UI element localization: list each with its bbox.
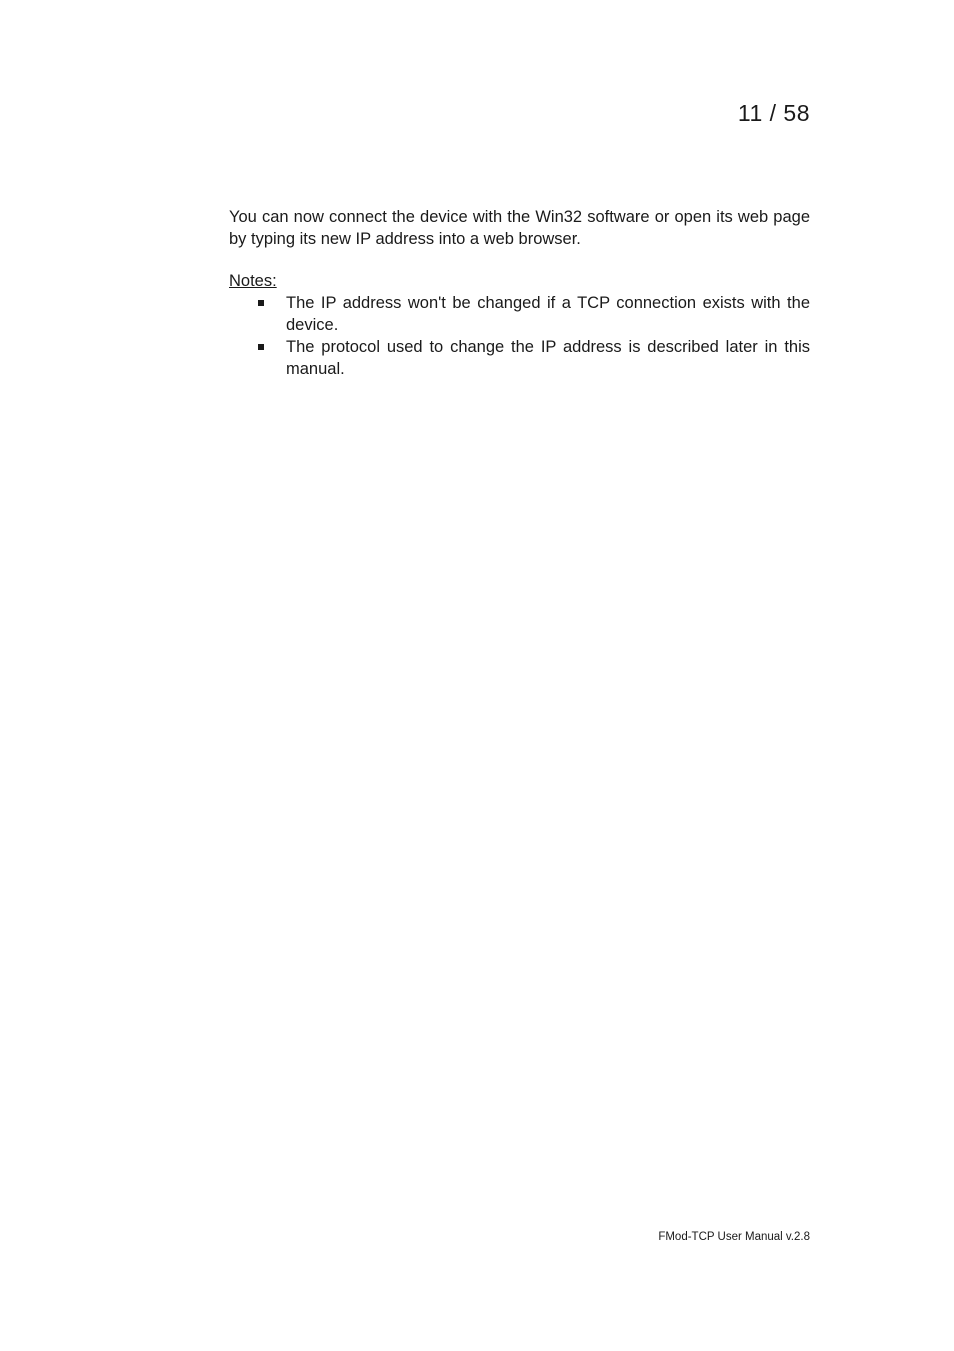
- document-body: [229, 206, 810, 380]
- list-item: [229, 292, 810, 336]
- page-number: 11 / 58: [737, 100, 810, 126]
- notes-list: [229, 292, 810, 380]
- note-text: The IP address won't be changed if a TCP connection exists with the device.: [286, 294, 810, 334]
- list-item: [229, 336, 810, 380]
- square-bullet-icon: [258, 300, 264, 306]
- footer-document-title: FMod-TCP User Manual v.2.8: [658, 1231, 810, 1243]
- note-text: The protocol used to change the IP address is described later in this manual.: [286, 338, 810, 378]
- intro-paragraph: You can now connect the device with the Win32 software or open its web page by typing its new IP address into a web browser.: [229, 208, 810, 248]
- notes-heading: Notes:: [229, 272, 277, 290]
- square-bullet-icon: [258, 344, 264, 350]
